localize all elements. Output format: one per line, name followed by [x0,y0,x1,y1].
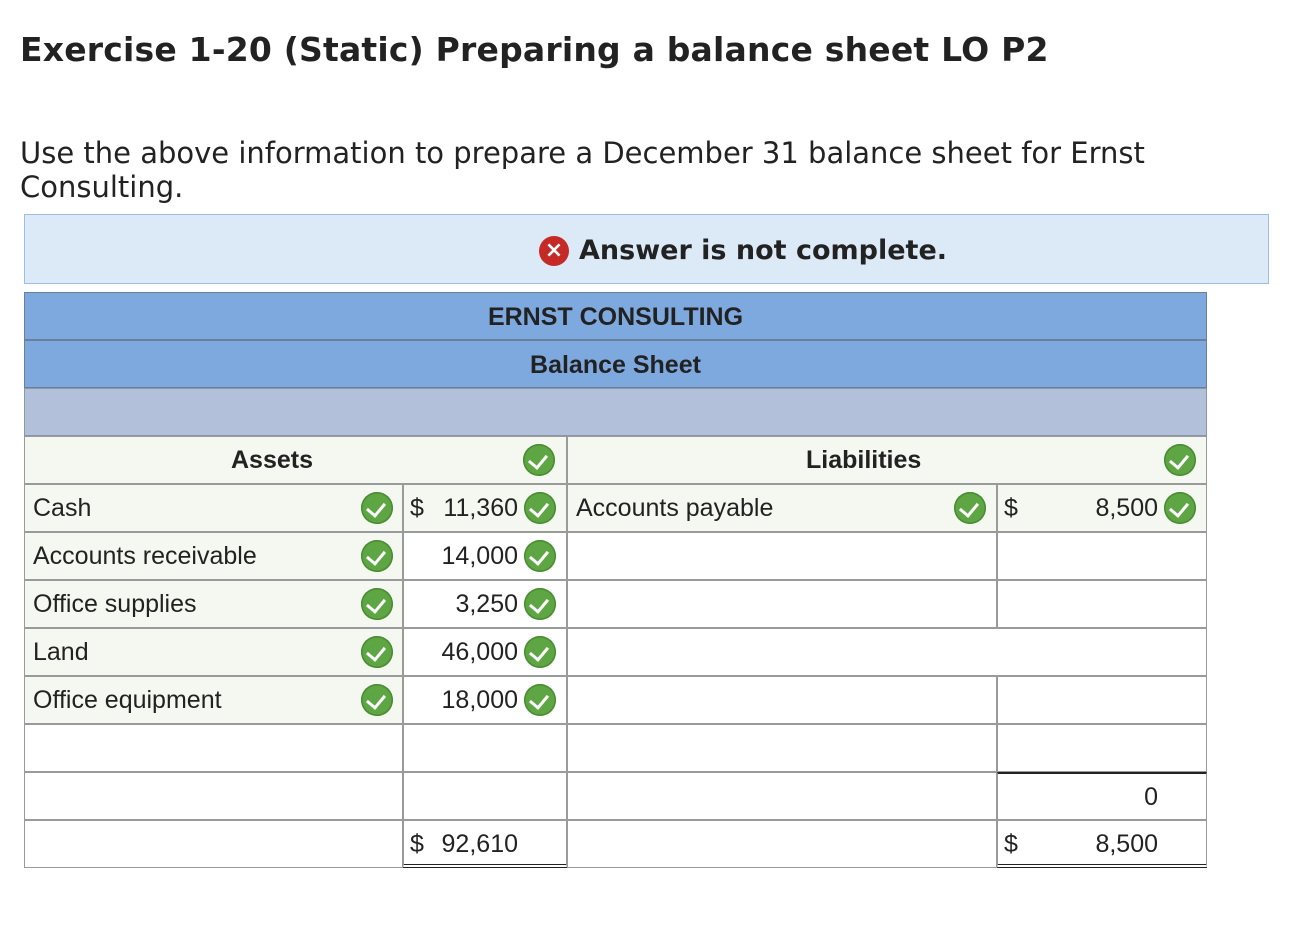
asset-amount-office-supplies[interactable]: 3,250 [403,580,567,628]
check-icon [523,444,555,476]
check-icon [524,492,556,524]
equity-total-label[interactable] [567,772,997,820]
asset-label-accounts-receivable[interactable]: Accounts receivable [24,532,403,580]
equity-amount-input[interactable] [997,724,1207,772]
balance-sheet-table [24,292,1207,865]
x-icon: × [539,236,569,266]
instructions-text: Use the above information to prepare a December 31 balance sheet for Ernst Consulting. [20,136,1145,204]
asset-label-office-supplies[interactable]: Office supplies [24,580,403,628]
exercise-title: Exercise 1-20 (Static) Preparing a balance sheet LO P2 [20,30,1049,69]
asset-amount-cash[interactable]: $ 11,360 [403,484,567,532]
check-icon [361,492,393,524]
company-name: ERNST CONSULTING [24,292,1207,340]
check-icon [1164,492,1196,524]
total-assets-amount: $ 92,610 [403,820,567,868]
total-liabilities-amount: $ 8,500 [997,820,1207,868]
equity-label-input[interactable] [567,724,997,772]
statement-title: Balance Sheet [24,340,1207,388]
liability-amount-empty[interactable] [997,580,1207,628]
status-message: Answer is not complete. [579,235,948,266]
asset-amount-land[interactable]: 46,000 [403,628,567,676]
asset-label-empty[interactable] [24,772,403,820]
liability-label-accounts-payable[interactable]: Accounts payable [567,484,997,532]
asset-label-cash[interactable]: Cash [24,484,403,532]
check-icon [361,540,393,572]
asset-amount-empty[interactable] [403,724,567,772]
check-icon [361,636,393,668]
liability-label-empty[interactable] [567,580,997,628]
liability-label-empty[interactable] [567,532,997,580]
asset-label-office-equipment[interactable]: Office equipment [24,676,403,724]
check-icon [524,636,556,668]
answer-status-banner [24,214,1269,284]
check-icon [954,492,986,524]
equity-subtotal: 0 [997,772,1207,820]
assets-header: Assets [24,436,567,484]
equity-label-input[interactable] [567,676,997,724]
check-icon [524,588,556,620]
total-liabilities-label [567,820,997,868]
liability-amount-accounts-payable[interactable]: $ 8,500 [997,484,1207,532]
equity-section-row [567,628,1207,676]
liabilities-header: Liabilities [567,436,1207,484]
asset-label-land[interactable]: Land [24,628,403,676]
check-icon [1164,444,1196,476]
equity-amount-input[interactable] [997,676,1207,724]
asset-amount-accounts-receivable[interactable]: 14,000 [403,532,567,580]
asset-amount-empty[interactable] [403,772,567,820]
check-icon [361,684,393,716]
check-icon [361,588,393,620]
asset-label-empty[interactable] [24,724,403,772]
check-icon [524,684,556,716]
date-row [24,388,1207,436]
asset-amount-office-equipment[interactable]: 18,000 [403,676,567,724]
check-icon [524,540,556,572]
liability-amount-empty[interactable] [997,532,1207,580]
total-assets-label [24,820,403,868]
